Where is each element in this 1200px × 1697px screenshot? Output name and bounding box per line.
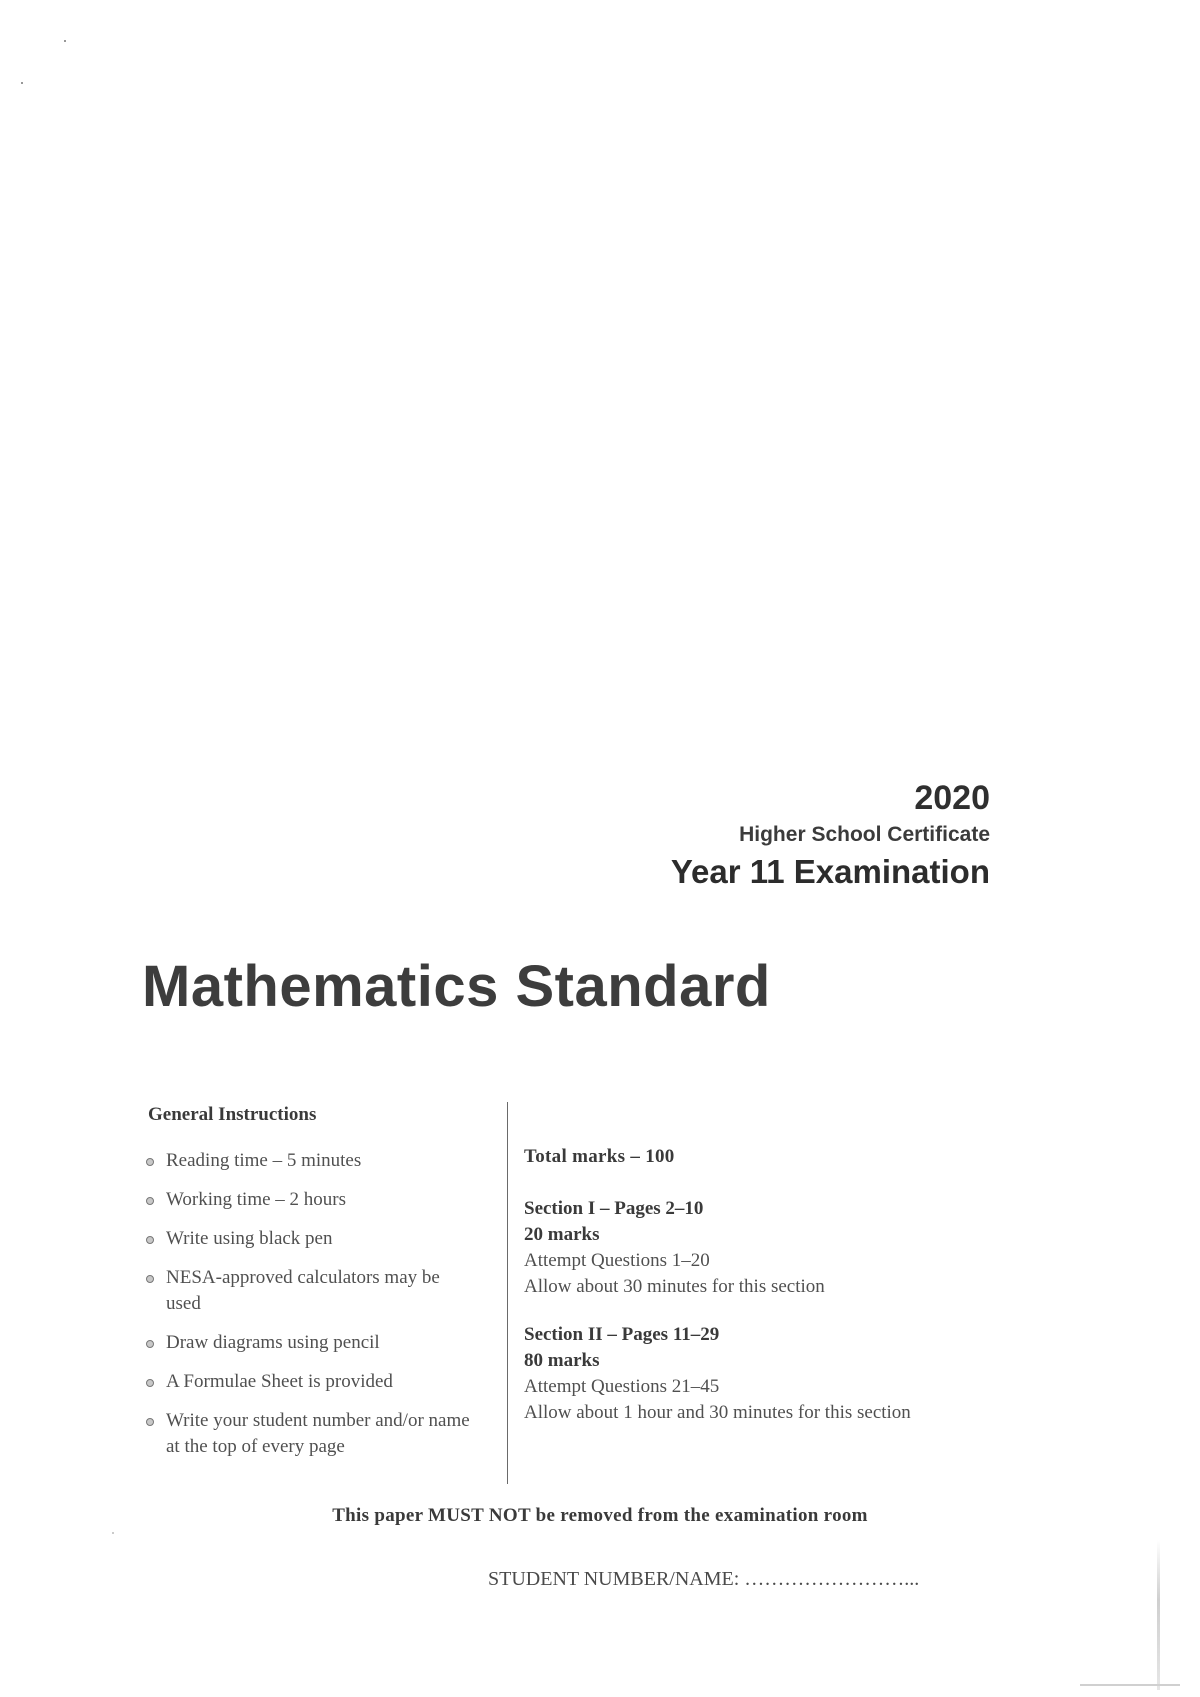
instruction-text: Write using black pen: [166, 1228, 333, 1249]
section-attempt: Attempt Questions 21–45: [524, 1376, 720, 1397]
section-time: Allow about 1 hour and 30 minutes for this section: [524, 1402, 911, 1423]
exam-year: 2020: [914, 779, 990, 817]
section-two: [524, 1322, 984, 1426]
instruction-text: Draw diagrams using pencil: [166, 1332, 380, 1353]
instruction-text: Write your student number and/or name at the top of every page: [166, 1410, 470, 1457]
general-instructions-heading: General Instructions: [148, 1104, 317, 1125]
scan-speck: [112, 1532, 114, 1534]
subject-title: Mathematics Standard: [142, 954, 771, 1019]
list-item: [140, 1330, 500, 1356]
bullet-icon: [146, 1197, 154, 1205]
instructions-list: [140, 1148, 500, 1460]
list-item: [140, 1187, 500, 1213]
instruction-text: Reading time – 5 minutes: [166, 1150, 362, 1171]
list-item: [140, 1265, 466, 1317]
instruction-text: A Formulae Sheet is provided: [166, 1371, 393, 1392]
bullet-icon: [146, 1275, 154, 1283]
exam-header: [671, 778, 990, 892]
list-item: [140, 1226, 500, 1252]
section-marks: 80 marks: [524, 1350, 600, 1371]
scan-bottom-mark: [1080, 1684, 1180, 1686]
instruction-text: Working time – 2 hours: [166, 1189, 347, 1210]
section-title: Section II – Pages 11–29: [524, 1324, 720, 1345]
total-marks: Total marks – 100: [524, 1146, 675, 1167]
section-one: [524, 1196, 984, 1300]
scan-speck: [64, 40, 66, 42]
section-marks: 20 marks: [524, 1224, 600, 1245]
column-divider: [507, 1102, 508, 1484]
certificate-name: Higher School Certificate: [739, 823, 990, 846]
section-time: Allow about 30 minutes for this section: [524, 1276, 825, 1297]
list-item: [140, 1148, 500, 1174]
list-item: [140, 1408, 486, 1460]
bullet-icon: [146, 1379, 154, 1387]
bullet-icon: [146, 1340, 154, 1348]
general-instructions: [140, 1104, 500, 1473]
bullet-icon: [146, 1158, 154, 1166]
section-title: Section I – Pages 2–10: [524, 1198, 704, 1219]
exam-name: Year 11 Examination: [670, 853, 990, 890]
bullet-icon: [146, 1236, 154, 1244]
marks-summary: [524, 1146, 984, 1448]
scan-speck: [21, 82, 23, 84]
section-attempt: Attempt Questions 1–20: [524, 1250, 710, 1271]
list-item: [140, 1369, 500, 1395]
student-number-field[interactable]: STUDENT NUMBER/NAME: ……………………...: [488, 1568, 920, 1590]
scan-edge-mark: [1157, 1540, 1160, 1690]
removal-warning: This paper MUST NOT be removed from the examination room: [332, 1505, 868, 1526]
bullet-icon: [146, 1418, 154, 1426]
instruction-text: NESA-approved calculators may be used: [166, 1267, 440, 1314]
